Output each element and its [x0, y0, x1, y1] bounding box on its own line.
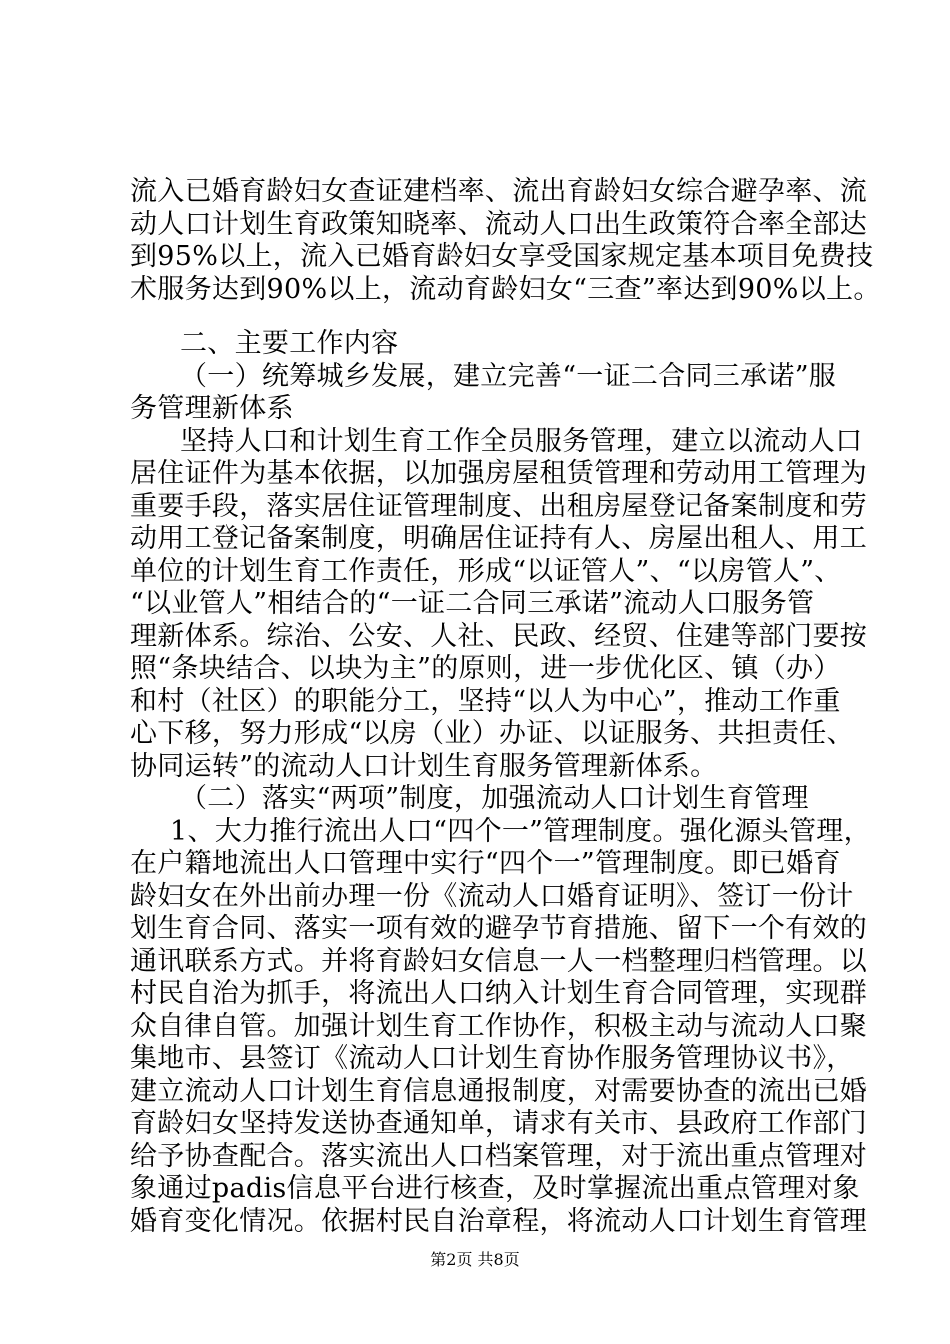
paragraph-line: 建立流动人口计划生育信息通报制度，对需要协查的流出已婚 — [130, 1076, 868, 1107]
text-line: 到95%以上，流入已婚育龄妇女享受国家规定基本项目免费技 — [130, 241, 874, 272]
paragraph-line: 集地市、县签订《流动人口计划生育协作服务管理协议书》， — [130, 1043, 854, 1074]
paragraph-line: “以业管人”相结合的“一证二合同三承诺”流动人口服务管 — [130, 588, 815, 619]
paragraph-line: 理新体系。综治、公安、人社、民政、经贸、住建等部门要按 — [130, 621, 868, 652]
paragraph-line: 1、大力推行流出人口“四个一”管理制度。强化源头管理， — [170, 816, 871, 847]
paragraph-line: 心下移，努力形成“以房（业）办证、以证服务、共担责任、 — [130, 718, 854, 749]
subsection-heading: （二）落实“两项”制度，加强流动人口计划生育管理 — [180, 783, 809, 814]
text-line: 术服务达到90%以上，流动育龄妇女“三查”率达到90%以上。 — [130, 274, 881, 305]
text-line: 流入已婚育龄妇女查证建档率、流出育龄妇女综合避孕率、流 — [130, 176, 868, 207]
paragraph-line: 重要手段，落实居住证管理制度、出租房屋登记备案制度和劳 — [130, 491, 868, 522]
paragraph-line: 坚持人口和计划生育工作全员服务管理，建立以流动人口 — [180, 426, 863, 457]
paragraph-line: 龄妇女在外出前办理一份《流动人口婚育证明》、签订一份计 — [130, 881, 854, 912]
paragraph-line: 和村（社区）的职能分工，坚持“以人为中心”，推动工作重 — [130, 686, 841, 717]
paragraph-line: 协同运转”的流动人口计划生育服务管理新体系。 — [130, 751, 718, 782]
paragraph-line: 给予协查配合。落实流出人口档案管理，对于流出重点管理对 — [130, 1141, 868, 1172]
paragraph-line: 育龄妇女坚持发送协查通知单，请求有关市、县政府工作部门 — [130, 1108, 868, 1139]
text-line: 动人口计划生育政策知晓率、流动人口出生政策符合率全部达 — [130, 209, 868, 240]
subsection-heading-continued: 务管理新体系 — [130, 393, 294, 424]
section-heading: 二、主要工作内容 — [180, 328, 399, 359]
paragraph-line: 居住证件为基本依据，以加强房屋租赁管理和劳动用工管理为 — [130, 458, 868, 489]
paragraph-line: 动用工登记备案制度，明确居住证持有人、房屋出租人、用工 — [130, 523, 868, 554]
paragraph-line: 照“条块结合、以块为主”的原则，进一步优化区、镇（办） — [130, 653, 841, 684]
paragraph-line: 村民自治为抓手，将流出人口纳入计划生育合同管理，实现群 — [130, 978, 868, 1009]
paragraph-line: 在户籍地流出人口管理中实行“四个一”管理制度。即已婚育 — [130, 848, 841, 879]
paragraph-line: 婚育变化情况。依据村民自治章程，将流动人口计划生育管理 — [130, 1206, 868, 1237]
page-number-footer: 第2页 共8页 — [430, 1250, 520, 1269]
paragraph-line: 通讯联系方式。并将育龄妇女信息一人一档整理归档管理。以 — [130, 946, 868, 977]
paragraph-line: 象通过padis信息平台进行核查，及时掌握流出重点管理对象 — [130, 1173, 860, 1204]
subsection-heading: （一）统筹城乡发展，建立完善“一证二合同三承诺”服 — [180, 361, 837, 392]
paragraph-line: 划生育合同、落实一项有效的避孕节育措施、留下一个有效的 — [130, 913, 868, 944]
paragraph-line: 单位的计划生育工作责任，形成“以证管人”、“以房管人”、 — [130, 556, 842, 587]
paragraph-line: 众自律自管。加强计划生育工作协作，积极主动与流动人口聚 — [130, 1011, 868, 1042]
